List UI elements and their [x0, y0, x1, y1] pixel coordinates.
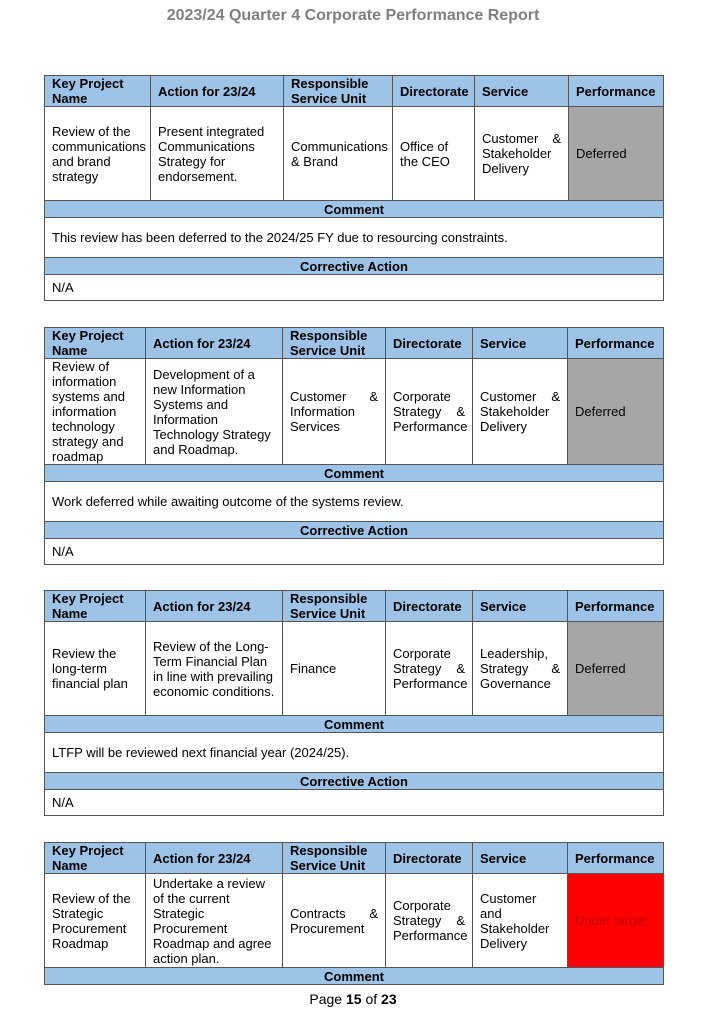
- comment-header: Comment: [45, 201, 664, 218]
- project-directorate: Corporate Strategy & Performance: [386, 622, 473, 716]
- project-directorate: Office of the CEO: [393, 107, 475, 201]
- header-directorate: Directorate: [386, 843, 473, 874]
- header-performance: Performance: [568, 591, 664, 622]
- header-action: Action for 23/24: [146, 843, 283, 874]
- header-key-project-name: Key Project Name: [45, 328, 146, 359]
- project-name: Review of the communications and brand strategy: [45, 107, 151, 201]
- project-action: Review of the Long-Term Financial Plan in line with prevailing economic conditions.: [146, 622, 283, 716]
- corrective-action-header: Corrective Action: [45, 773, 664, 790]
- page-label: Page: [309, 991, 343, 1007]
- project-directorate: Corporate Strategy & Performance: [386, 874, 473, 968]
- header-key-project-name: Key Project Name: [45, 76, 151, 107]
- project-action: Development of a new Information Systems and Information Technology Strategy and Roadmap.: [146, 359, 283, 465]
- comment-header: Comment: [45, 968, 664, 985]
- header-responsible-service-unit: Responsible Service Unit: [283, 328, 386, 359]
- page-total: 23: [381, 991, 397, 1007]
- project-service: Leadership, Strategy & Governance: [473, 622, 568, 716]
- performance-status: Under target: [568, 874, 664, 968]
- page-of-label: of: [365, 991, 378, 1007]
- project-table: [44, 590, 664, 816]
- project-directorate: Corporate Strategy & Performance: [386, 359, 473, 465]
- page-title: 2023/24 Quarter 4 Corporate Performance Report: [166, 7, 540, 24]
- comment-header: Comment: [45, 716, 664, 733]
- header-service: Service: [473, 328, 568, 359]
- header-key-project-name: Key Project Name: [45, 843, 146, 874]
- header-action: Action for 23/24: [146, 328, 283, 359]
- header-directorate: Directorate: [393, 76, 475, 107]
- header-responsible-service-unit: Responsible Service Unit: [283, 843, 386, 874]
- comment-header: Comment: [45, 465, 664, 482]
- performance-status: Deferred: [569, 107, 664, 201]
- header-service: Service: [473, 591, 568, 622]
- comment-text: This review has been deferred to the 2024/25 FY due to resourcing constraints.: [45, 218, 664, 258]
- project-table: [44, 75, 664, 301]
- project-name: Review of information systems and information technology strategy and roadmap: [45, 359, 146, 465]
- performance-status: Deferred: [568, 622, 664, 716]
- header-responsible-service-unit: Responsible Service Unit: [284, 76, 393, 107]
- page-footer: [0, 991, 706, 1007]
- project-table: [44, 327, 664, 565]
- header-directorate: Directorate: [386, 328, 473, 359]
- project-unit: Contracts & Procurement: [283, 874, 386, 968]
- header-responsible-service-unit: Responsible Service Unit: [283, 591, 386, 622]
- project-unit: Customer & Information Services: [283, 359, 386, 465]
- header-performance: Performance: [568, 843, 664, 874]
- comment-text: Work deferred while awaiting outcome of the systems review.: [45, 482, 664, 522]
- project-name: Review of the Strategic Procurement Roadmap: [45, 874, 146, 968]
- header-directorate: Directorate: [386, 591, 473, 622]
- header-performance: Performance: [569, 76, 664, 107]
- project-service: Customer and Stakeholder Delivery: [473, 874, 568, 968]
- project-table: [44, 842, 664, 985]
- header-action: Action for 23/24: [146, 591, 283, 622]
- header-key-project-name: Key Project Name: [45, 591, 146, 622]
- corrective-action-text: N/A: [45, 275, 664, 301]
- project-unit: Communications & Brand: [284, 107, 393, 201]
- corrective-action-text: N/A: [45, 790, 664, 816]
- project-action: Undertake a review of the current Strategic Procurement Roadmap and agree action plan.: [146, 874, 283, 968]
- header-performance: Performance: [568, 328, 664, 359]
- header-action: Action for 23/24: [151, 76, 284, 107]
- project-service: Customer & Stakeholder Delivery: [475, 107, 569, 201]
- corrective-action-header: Corrective Action: [45, 522, 664, 539]
- page-number: 15: [345, 991, 362, 1007]
- project-unit: Finance: [283, 622, 386, 716]
- header-service: Service: [475, 76, 569, 107]
- project-action: Present integrated Communications Strategy for endorsement.: [151, 107, 284, 201]
- corrective-action-text: N/A: [45, 539, 664, 565]
- project-name: Review the long-term financial plan: [45, 622, 146, 716]
- header-service: Service: [473, 843, 568, 874]
- performance-status: Deferred: [568, 359, 664, 465]
- comment-text: LTFP will be reviewed next financial year (2024/25).: [45, 733, 664, 773]
- corrective-action-header: Corrective Action: [45, 258, 664, 275]
- project-service: Customer & Stakeholder Delivery: [473, 359, 568, 465]
